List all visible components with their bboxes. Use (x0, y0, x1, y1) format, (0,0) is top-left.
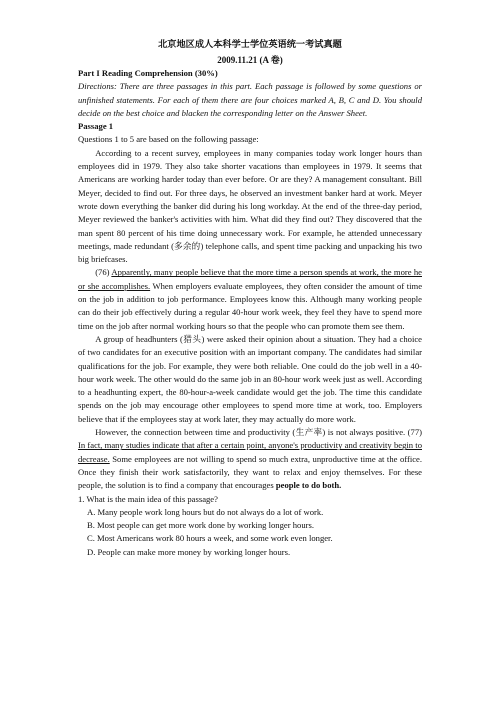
passage-label: Passage 1 (78, 121, 114, 132)
question-1-option-b: B. Most people can get more work done by working longer hours. (87, 520, 314, 531)
directions-text: Directions: There are three passages in this part. Each passage is followed by some questions or unfinished statements. For each of them there are four choices marked A, B, C and D. You should decide on the best choice and blacken the corresponding letter on the Answer Sheet. (78, 81, 422, 118)
paragraph-4-middle: Some employees are not willing to spend so much extra, unproductive time at the office. Once they finish their work satisfactorily, they want to relax and enjoy themselves. For these people, the solution is to find a company that encourages (78, 453, 422, 491)
paragraph-2-rest: When employers evaluate employees, they often consider the amount of time on the job in addition to job performance. Employees know this. Although many working people can do their job effectively during a regular 40-hour work week, they feel they have to spend more time on the job after normal working hours so that the people who can promote them see them. (78, 280, 423, 331)
exam-date: 2009.11.21 (A 卷) (217, 55, 283, 65)
paragraph-4-start: However, the connection between time and productivity (生产率) is not always positive. (77) (95, 427, 422, 438)
paragraph-4-end: people to do both. (275, 480, 342, 491)
part-heading: Part I Reading Comprehension (30%) (78, 68, 218, 78)
paragraph-2 (78, 266, 422, 332)
paragraph-4 (78, 426, 422, 492)
underlined-sentence-76: Apparently, many people believe that the more time a person spends at work, the more he or she accomplishes. (78, 267, 422, 291)
question-1-option-a: A. Many people work long hours but do not always do a lot of work. (87, 506, 324, 517)
underlined-sentence-77: In fact, many studies indicate that after a certain point, anyone's productivity and creativity begin to decrease. (78, 440, 422, 464)
question-1-option-d: D. People can make more money by working longer hours. (87, 546, 291, 557)
question-76-marker: (76) (95, 267, 112, 278)
paragraph-1: According to a recent survey, employees in many companies today work longer hours than employees did in 1979. They also take shorter vacations than employees in 1979. It seems that Americans are working harder today than ever before. Or are they? A management consultant. Bill Meyer, decided to find out. For three days, he observed an investment banker hard at work. Meyer wrote down everything the banker did during his long workday. At the end of the three-day period, Meyer reviewed the banker's activities with him. What did they find out? They discovered that the man spent 80 percent of his time doing unnecessary work. For example, he attended unnecessary meetings, made redundant (多余的) telephone calls, and spent time packing and unpacking his two big briefcases. (78, 147, 422, 265)
question-1-option-c: C. Most Americans work 80 hours a week, and some work even longer. (87, 533, 333, 544)
question-1-stem: 1. What is the main idea of this passage? (78, 493, 218, 504)
passage-intro: Questions 1 to 5 are based on the following passage: (78, 134, 259, 145)
exam-title: 北京地区成人本科学士学位英语统一考试真题 (158, 39, 342, 49)
exam-page (78, 38, 422, 559)
paragraph-3: A group of headhunters (猎头) were asked their opinion about a situation. They had a choice of two candidates for an executive position with an important company. The candidates had similar qualifications for the job. For example, they were both reliable. One could do the job well in a 40-hour work week. The other would do the same job in an 80-hour work week just as well. According to a headhunting expert, the 80-hour-a-week candidate would get the job. The time this candidate spends on the job may encourage other employees to spend more time at work, too. Employers believe that if the employees stay at work later, they may actually do more work. (78, 333, 422, 424)
